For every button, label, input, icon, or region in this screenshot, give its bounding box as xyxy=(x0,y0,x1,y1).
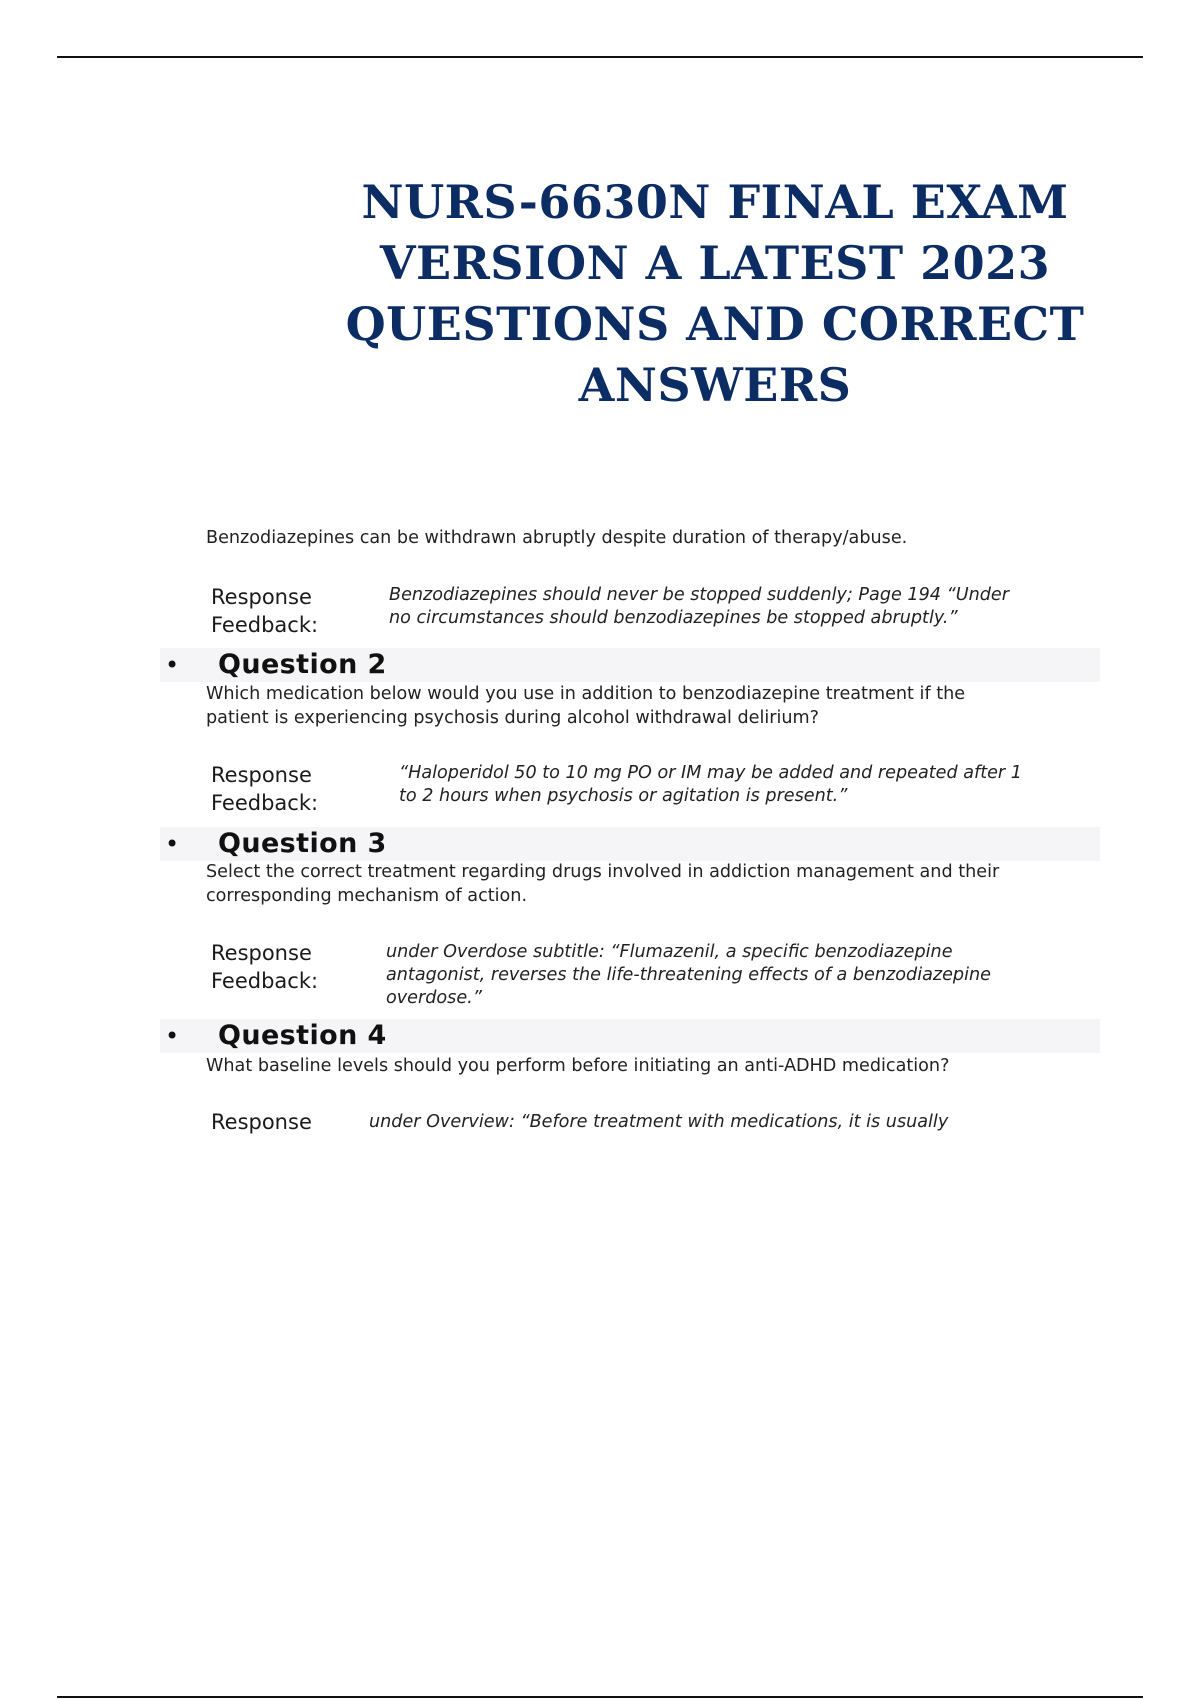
title-line: VERSION A LATEST 2023 xyxy=(379,236,1051,290)
title-line: NURS-6630N FINAL EXAM xyxy=(361,175,1069,229)
response-label: Response xyxy=(211,941,312,965)
question-3-feedback xyxy=(386,941,1106,1010)
feedback-line: Benzodiazepines should never be stopped suddenly; Page 194 “Under xyxy=(389,585,1009,605)
feedback-line: overdose.” xyxy=(386,988,482,1008)
document-title xyxy=(330,172,1100,416)
question-2-title: Question 2 xyxy=(218,649,387,680)
question-1-text: Benzodiazepines can be withdrawn abruptly despite duration of therapy/abuse. xyxy=(206,528,908,548)
question-3-title: Question 3 xyxy=(218,828,387,859)
question-2-feedback xyxy=(399,762,1119,808)
feedback-label: Feedback: xyxy=(211,969,319,993)
feedback-line: under Overview: “Before treatment with medications, it is usually xyxy=(369,1112,949,1132)
question-4-title: Question 4 xyxy=(218,1020,387,1051)
bottom-rule xyxy=(57,1696,1143,1698)
feedback-line: no circumstances should benzodiazepines be stopped abruptly.” xyxy=(389,608,958,628)
question-line: Select the correct treatment regarding drugs involved in addiction management and their xyxy=(206,862,1000,882)
question-3-text xyxy=(206,860,1106,908)
question-4-text: What baseline levels should you perform before initiating an anti-ADHD medication? xyxy=(206,1056,950,1076)
question-2-text xyxy=(206,682,1106,730)
bullet-icon: • xyxy=(165,830,180,858)
question-line: patient is experiencing psychosis during alcohol withdrawal delirium? xyxy=(206,708,820,728)
response-label: Response xyxy=(211,1110,312,1134)
bullet-icon: • xyxy=(165,651,180,679)
question-1-feedback xyxy=(389,584,1109,630)
feedback-line: antagonist, reverses the life-threatening effects of a benzodiazepine xyxy=(386,965,991,985)
title-line: QUESTIONS AND CORRECT xyxy=(345,297,1085,351)
feedback-label: Feedback: xyxy=(211,791,319,815)
question-line: Which medication below would you use in addition to benzodiazepine treatment if the xyxy=(206,684,966,704)
bullet-icon: • xyxy=(165,1022,180,1050)
feedback-line: “Haloperidol 50 to 10 mg PO or IM may be added and repeated after 1 xyxy=(399,763,1022,783)
feedback-line: under Overdose subtitle: “Flumazenil, a specific benzodiazepine xyxy=(386,942,953,962)
title-line: ANSWERS xyxy=(578,358,852,412)
response-label: Response xyxy=(211,585,312,609)
question-4-feedback xyxy=(369,1111,1109,1134)
feedback-label: Feedback: xyxy=(211,613,319,637)
response-label: Response xyxy=(211,763,312,787)
top-rule xyxy=(57,56,1143,58)
feedback-line: to 2 hours when psychosis or agitation is present.” xyxy=(399,786,848,806)
question-line: corresponding mechanism of action. xyxy=(206,886,528,906)
